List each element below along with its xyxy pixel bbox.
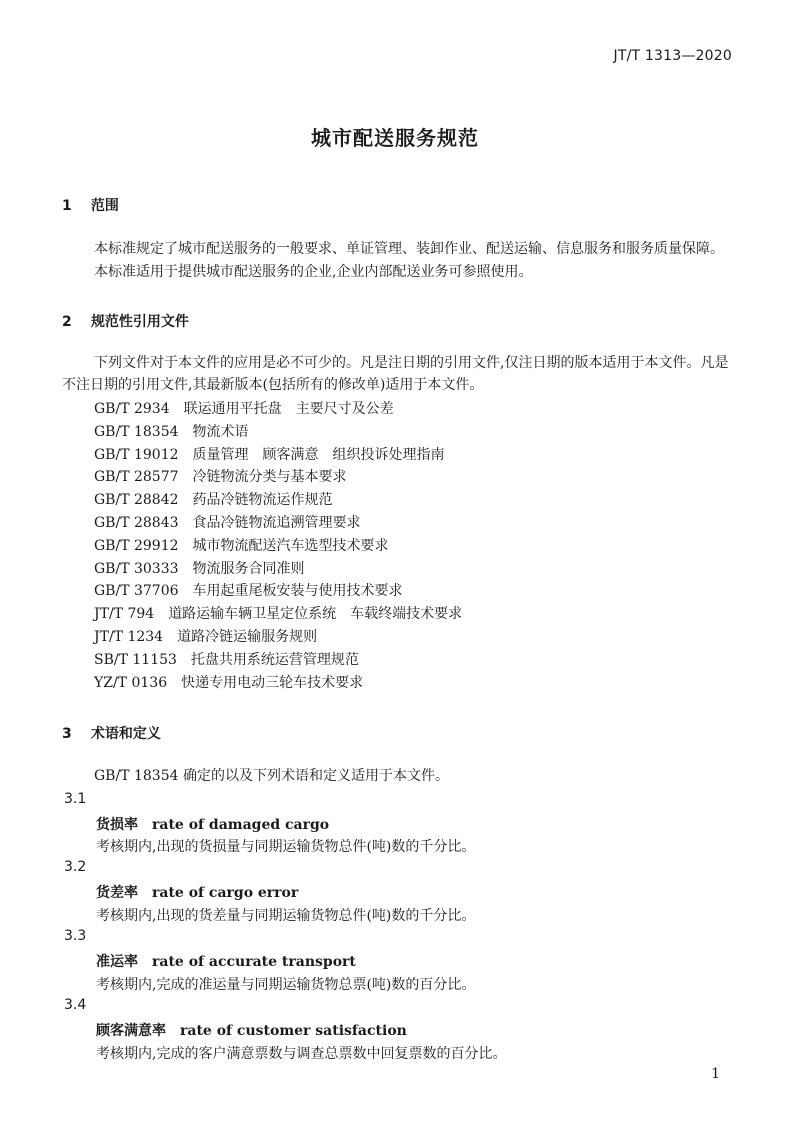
- term-chinese: 准运率: [96, 954, 138, 970]
- term-definition: 考核期内,出现的货差量与同期运输货物总件(吨)数的千分比。: [96, 908, 476, 924]
- reference-code: GB/T 18354: [94, 423, 179, 440]
- reference-code: JT/T 794: [94, 606, 155, 623]
- term-definition: 考核期内,完成的准运量与同期运输货物总票(吨)数的百分比。: [96, 977, 476, 993]
- term-definition: 考核期内,出现的货损量与同期运输货物总件(吨)数的千分比。: [96, 839, 476, 855]
- scope-paragraph-2: 本标准适用于提供城市配送服务的企业,企业内部配送业务可参照使用。: [94, 264, 533, 280]
- reference-title: 食品冷链物流追溯管理要求: [192, 514, 361, 531]
- page-number: 1: [711, 1066, 720, 1082]
- reference-title: 道路运输车辆卫星定位系统 车载终端技术要求: [168, 606, 463, 623]
- reference-title: 道路冷链运输服务规则: [177, 628, 318, 645]
- reference-title: 快递专用电动三轮车技术要求: [181, 674, 364, 691]
- term-chinese: 货损率: [96, 817, 138, 833]
- section-3-heading: [62, 723, 161, 743]
- reference-title: 质量管理 顾客满意 组织投诉处理指南: [192, 446, 445, 463]
- reference-code: GB/T 28842: [94, 492, 179, 509]
- reference-list: [94, 398, 462, 694]
- scope-paragraph-1: 本标准规定了城市配送服务的一般要求、单证管理、装卸作业、配送运输、信息服务和服务质量保障。: [94, 241, 724, 257]
- reference-item: [94, 580, 462, 603]
- term-definition: 考核期内,完成的客户满意票数与调查总票数中回复票数的百分比。: [96, 1046, 507, 1062]
- reference-code: JT/T 1234: [94, 628, 164, 645]
- reference-code: GB/T 2934: [94, 401, 170, 417]
- term-english: rate of cargo error: [152, 885, 299, 901]
- reference-title: 物流术语: [192, 423, 249, 440]
- term-number: 3.4: [64, 997, 87, 1013]
- term-name: [96, 814, 329, 834]
- section-2-heading: [62, 311, 189, 331]
- reference-title: 物流服务合同准则: [192, 560, 305, 577]
- reference-item: [94, 466, 462, 489]
- section-number: 3: [62, 726, 72, 742]
- reference-code: GB/T 28577: [94, 469, 179, 486]
- reference-code: YZ/T 0136: [94, 674, 168, 691]
- reference-code: GB/T 28843: [94, 514, 179, 531]
- reference-item: [94, 512, 462, 535]
- term-number: 3.1: [64, 791, 87, 807]
- term-name: [96, 882, 298, 902]
- reference-code: GB/T 30333: [94, 560, 179, 577]
- reference-code: SB/T 11153: [94, 651, 177, 668]
- reference-code: GB/T 29912: [94, 537, 179, 554]
- term-english: rate of customer satisfaction: [180, 1023, 407, 1039]
- section-title: 术语和定义: [90, 726, 161, 742]
- reference-title: 托盘共用系统运营管理规范: [190, 651, 359, 668]
- term-name: [96, 1020, 407, 1040]
- standard-code: JT/T 1313—2020: [613, 48, 732, 64]
- reference-code: GB/T 37706: [94, 583, 179, 600]
- term-name: [96, 951, 356, 971]
- reference-item: [94, 421, 462, 444]
- term-number: 3.3: [64, 928, 87, 944]
- reference-title: 车用起重尾板安装与使用技术要求: [192, 583, 403, 600]
- section-number: 2: [62, 314, 72, 330]
- term-number: 3.2: [64, 859, 87, 875]
- reference-item: [94, 558, 462, 581]
- section-title: 范围: [90, 198, 119, 214]
- term-english: rate of accurate transport: [152, 954, 356, 970]
- section-1-heading: [62, 195, 119, 215]
- normative-references-intro: 下列文件对于本文件的应用是必不可少的。凡是注日期的引用文件,仅注日期的版本适用于本文件。凡是不注日期的引用文件,其最新版本(包括所有的修改单)适用于本文件。: [62, 355, 729, 393]
- terms-intro: GB/T 18354 确定的以及下列术语和定义适用于本文件。: [94, 768, 449, 784]
- reference-code: GB/T 19012: [94, 446, 179, 463]
- term-english: rate of damaged cargo: [152, 817, 330, 833]
- term-chinese: 货差率: [96, 885, 138, 901]
- reference-item: [94, 535, 462, 558]
- reference-item: [94, 489, 462, 512]
- reference-item: [94, 672, 462, 695]
- document-title: 城市配送服务规范: [311, 126, 479, 150]
- reference-title: 药品冷链物流运作规范: [192, 492, 333, 509]
- reference-title: 城市物流配送汽车选型技术要求: [192, 537, 389, 554]
- reference-title: 冷链物流分类与基本要求: [192, 469, 347, 486]
- term-chinese: 顾客满意率: [96, 1023, 166, 1039]
- reference-item: [94, 649, 462, 672]
- reference-title: 联运通用平托盘 主要尺寸及公差: [183, 401, 394, 417]
- section-number: 1: [62, 198, 72, 214]
- reference-item: [94, 603, 462, 626]
- reference-item: [94, 398, 462, 421]
- reference-item: [94, 444, 462, 467]
- section-title: 规范性引用文件: [90, 314, 189, 330]
- reference-item: [94, 626, 462, 649]
